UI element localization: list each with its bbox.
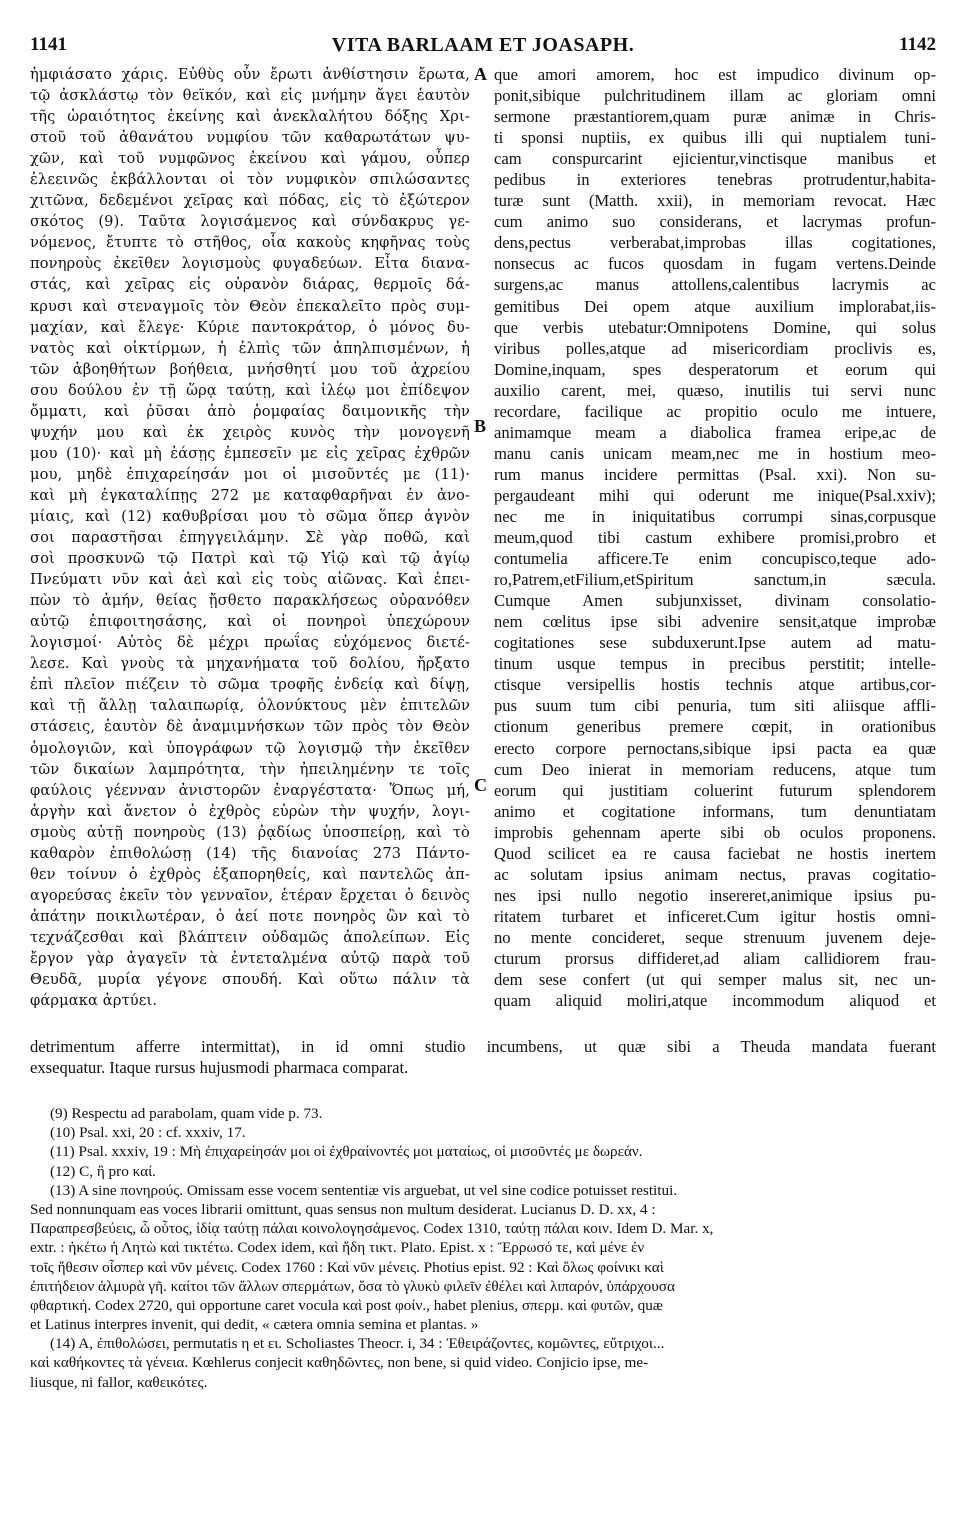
greek-text-column bbox=[30, 64, 470, 1011]
greek-text-line: θεν τοίνυν ὁ ἐχθρὸς ἐξαπορηθείς, καὶ παντελῶς ἀπ- bbox=[30, 865, 470, 883]
greek-text-line: μίαις, καὶ (12) καθυβρίσαι μου τὸ σῶμα ὅπερ ἁγνὸν bbox=[30, 507, 470, 525]
latin-text-line: surgens,ac manus attollens,calentibus lacrymis ac bbox=[494, 275, 936, 295]
latin-text-line: Domine,inquam, spes desperatorum et eorum qui bbox=[494, 359, 936, 379]
footnote-line: (13) A sine πονηρούς. Omissam esse vocem sententiæ vis arguebat, ut vel sine codice potuisset restitui. bbox=[50, 1181, 678, 1199]
latin-text-line: recordare, facilique ac propitio oculo me intuere, bbox=[494, 401, 936, 421]
latin-text-line: ti sponsi nuptiis, ex quibus illi qui nuptialem tuni- bbox=[494, 128, 936, 148]
latin-text-line: nonsecus ac fucos quosdam in fugam vertens.Deinde bbox=[494, 254, 936, 274]
latin-text-line: cum animo suo considerans, et lacrymas profun- bbox=[494, 212, 936, 232]
running-title: VITA BARLAAM ET JOASAPH. bbox=[331, 34, 635, 56]
greek-text-line: κρυσι καὶ στεναγμοῖς τὸν Θεὸν ἐπεκαλεῖτο πρὸς συμ- bbox=[30, 297, 470, 315]
greek-text-line: ἐλεεινῶς ἐκβάλλονται οἱ τὸν νυμφικὸν σπιλώσαντες bbox=[30, 171, 470, 189]
latin-text-line: animo et cogitatione informans, tum denuntiatam bbox=[494, 801, 936, 821]
latin-text-line: pus suum tum cibi penuria, tum siti aliisque affli- bbox=[494, 696, 936, 716]
latin-text-line: erecto corpore pernoctans,sibique ipsi pacta ea quæ bbox=[494, 738, 936, 758]
latin-text-line: no mente concideret, seque strenuum juvenem deje- bbox=[494, 927, 936, 947]
margin-marker-c: C bbox=[474, 775, 487, 795]
greek-text-line: αὐτῷ ἐπιφοιτησάσης, καὶ οἱ πονηροὶ ὑπεχώρουν bbox=[30, 613, 470, 631]
footnote-line: ἐπιτήδειον ἁλμυρὰ γῆ. καίτοι τῶν ἄλλων σπερμάτων, ὅσα τὸ γλυκὺ φιλεῖν ἐθέλει καὶ λιπαρόν, ὑπάρχουσα bbox=[30, 1277, 675, 1295]
latin-continuation bbox=[30, 1036, 936, 1078]
latin-text-line: pedibus in exteriores tenebras protrudentur,habita- bbox=[494, 170, 936, 190]
greek-text-line: λογισμοί· Αὐτὸς δὲ μέχρι πρωΐας εὐχόμενος διετέ- bbox=[30, 634, 470, 652]
greek-text-line: καὶ μὴ ἐγκαταλίπῃς 272 με καταφθαρῆναι ἐν ἀνο- bbox=[30, 486, 470, 504]
latin-text-line: auxilio carent, mei, quæso, inutilis tui servi nunc bbox=[494, 380, 936, 400]
footnote-line: extr. : ἡκέτω ἡ Λητὼ καὶ τικτέτω. Codex idem, καὶ ἤδη τικτ. Plato. Epist. x : Ἔρρωσό τε, καὶ μένε ἐν bbox=[30, 1239, 645, 1257]
footnote-line: (9) Respectu ad parabolam, quam vide p. 73. bbox=[50, 1105, 323, 1122]
latin-continuation-line: detrimentum afferre intermittat), in id omni studio incumbens, ut quæ sibi a Theuda mandata fuerant bbox=[30, 1037, 936, 1056]
margin-marker-b: B bbox=[474, 416, 487, 436]
page-number-left: 1141 bbox=[30, 34, 67, 55]
latin-text-line: cum Deo inierat in memoriam reducens, atque tum bbox=[494, 759, 936, 779]
latin-text-line: eorum qui justitiam coluerint futurum splendorem bbox=[494, 780, 936, 800]
greek-text-line: μαχίαν, καὶ ἔλεγε· Κύριε παντοκράτορ, ὁ μόνος δυ- bbox=[30, 318, 470, 336]
greek-text-line: Πνεύματι νῦν καὶ ἀεὶ καὶ εἰς τοὺς αἰῶνας. Καὶ ἐπει- bbox=[30, 571, 470, 589]
latin-text-line: cturum prorsus diffideret,ad aliam callidiorem frau- bbox=[494, 948, 936, 968]
greek-text-line: στάς, καὶ χεῖρας εἰς οὐρανὸν διάρας, θερμοῖς δά- bbox=[30, 276, 470, 294]
running-header bbox=[30, 34, 936, 58]
greek-text-line: σκότος (9). Ταῦτα λογισάμενος καὶ σύνδακρυς γε- bbox=[30, 213, 470, 231]
greek-text-line: ὁμολογιῶν, καὶ ὑπογράφων τῷ λογισμῷ τὴν ἐκεῖθεν bbox=[30, 739, 470, 757]
greek-text-line: τῷ ἀσκλάστῳ τὸν θεϊκόν, καὶ εἰς μνήμην ἄγει ἑαυτὸν bbox=[30, 87, 470, 105]
latin-continuation-line: exsequatur. Itaque rursus hujusmodi pharmaca comparat. bbox=[30, 1058, 409, 1078]
latin-text-line: ctionum generibus premere cœpit, in orationibus bbox=[494, 717, 936, 737]
footnotes bbox=[30, 1104, 936, 1392]
latin-text-line: ponit,sibique pulchritudinem illam ac gloriam omni bbox=[494, 86, 936, 106]
latin-text-line: gemitibus Dei opem atque auxilium implorabat,iis- bbox=[494, 296, 936, 316]
latin-text-line: cam conspurcarint ejicientur,vinctisque manibus et bbox=[494, 149, 936, 169]
greek-text-line: ἐπὶ πλεῖον πιέζειν τὸ σῶμα τροφῆς ἐνδείᾳ καὶ δίψῃ, bbox=[30, 676, 470, 694]
greek-text-line: νατὸς καὶ οἰκτίρμων, ἡ ἐλπὶς τῶν ἀπηλπισμένων, ἡ bbox=[30, 339, 470, 357]
greek-text-line: Θευδᾶ, μυρία γέγονε σπουδή. Καὶ οὕτω πάλιν τὰ bbox=[30, 971, 470, 989]
footnote-line: τοῖς ἤθεσιν οἷσπερ καὶ νῦν μένεις. Codex 1760 : Καὶ νῦν μένεις. Photius epist. 92 : Καὶ ὅλως φοίνικι καὶ bbox=[30, 1258, 664, 1276]
latin-text-line: sermone præstantiorem,quam puræ animæ in Chris- bbox=[494, 107, 936, 127]
greek-text-line: μου, μηδὲ ἐπιχαρείησάν μοι οἱ μισοῦντές με (11)· bbox=[30, 465, 470, 483]
greek-text-line: τῶν δικαίων λαμπρότητα, τὴν ἠπειλημένην τε τοῖς bbox=[30, 760, 470, 778]
margin-marker-a: A bbox=[474, 64, 487, 84]
footnote-line: Παραπρεσβεύεις, ὦ οὗτος, ἰδίᾳ ταύτῃ πάλαι κοινολογησάμενος. Codex 1310, ταύτῃ πάλαι κοιν. Idem D. Mar. x, bbox=[30, 1220, 714, 1238]
greek-text-line: ἔργον γὰρ ἀγαγεῖν τὰ ἐντεταλμένα αὐτῷ παρὰ τοῦ bbox=[30, 949, 470, 967]
latin-text-line: nec me in iniquitatibus corrumpi sinas,corpusque bbox=[494, 506, 936, 526]
greek-text-line: ἀπάτην ποικιλωτέραν, ὁ ἀεί ποτε πονηρὸς ὢν καὶ τὸ bbox=[30, 907, 470, 925]
greek-text-line: καὶ τῇ ἄλλῃ ταλαιπωρίᾳ, ὁλονύκτους μὲν ἐπιτελῶν bbox=[30, 697, 470, 715]
latin-text-line: improbis gehennam aperte sibi ob oculos proponens. bbox=[494, 822, 936, 842]
latin-text-line: rum manus incidere permittas (Psal. xxi). Non su- bbox=[494, 464, 936, 484]
greek-text-line: τῆς ὡραιότητος ἐκείνης καὶ ἀνεκλαλήτου δόξης Χρι- bbox=[30, 108, 470, 126]
greek-text-line: πονηροὺς ἐκεῖθεν λογισμοὺς φυγαδεύων. Εἶτα διανα- bbox=[30, 255, 470, 273]
latin-text-line: cogitationes sese subduxerunt.Ipse autem ad matu- bbox=[494, 633, 936, 653]
greek-text-line: σμοὺς αὐτῇ πονηροὺς (13) ῥᾳδίως ὑποσπείρῃ, καὶ τὸ bbox=[30, 823, 470, 841]
greek-text-line: χῶν, καὶ τοῦ νυμφῶνος ἐκείνου καὶ γάμου, οὗπερ bbox=[30, 150, 470, 168]
greek-text-line: φάρμακα ἀρτύει. bbox=[30, 992, 158, 1010]
latin-text-line: Cumque Amen subjunxisset, divinam consolatio- bbox=[494, 591, 936, 611]
latin-text-line: tinum usque tempus in precibus perstitit; intelle- bbox=[494, 654, 936, 674]
latin-text-line: contumelia afficere.Te enim concupisco,teque ado- bbox=[494, 549, 936, 569]
latin-text-line: manu canis unicam meam,nec me in hostium meo- bbox=[494, 443, 936, 463]
latin-text-line: ctisque versipellis hostis technis atque artibus,cor- bbox=[494, 675, 936, 695]
greek-text-line: λεσε. Καὶ γνοὺς τὰ μηχανήματα τοῦ δολίου, ἤρξατο bbox=[30, 655, 470, 673]
greek-text-line: ψυχήν μου καὶ ἐκ χειρὸς κυνὸς τὴν μονογενῆ bbox=[30, 423, 470, 441]
latin-text-line: nes ipsi nullo negotio insereret,animique ipsius pu- bbox=[494, 885, 936, 905]
footnote-line: et Latinus interpres invenit, qui dedit, « cætera omnia semina et plantas. » bbox=[30, 1316, 479, 1334]
latin-text-line: turæ sunt (Matth. xxii), in memoriam revocat. Hæc bbox=[494, 191, 936, 211]
greek-text-line: σοι παραστῆσαι ἐπηγγειλάμην. Σὲ γὰρ ποθῶ, καὶ bbox=[30, 529, 470, 547]
latin-text-column bbox=[494, 64, 936, 1011]
footnote-line: φθαρτική. Codex 2720, qui opportune caret vocula καὶ post φοίν., habet plenius, σπερμ. καὶ φυτῶν, quæ bbox=[30, 1296, 663, 1314]
latin-text-line: animamque meam a diabolica framea eripe,ac de bbox=[494, 422, 936, 442]
greek-text-line: καθαρὸν ἐπιθολώσῃ (14) τῆς διανοίας 273 Πάντο- bbox=[30, 844, 470, 862]
latin-text-line: viribus polles,atque ad misericordiam proclivis es, bbox=[494, 338, 936, 358]
greek-text-line: φαύλοις γέενναν ἀνιστορῶν ἐναργέστατα· Ὅπως μή, bbox=[30, 781, 470, 799]
greek-text-line: μου (10)· καὶ μὴ ἐάσῃς ἐμπεσεῖν με εἰς χεῖρας ἐχθρῶν bbox=[30, 444, 470, 462]
latin-text-line: que verbis utebatur:Omnipotens Domine, qui solus bbox=[494, 317, 936, 337]
greek-text-line: αγορεύσας ἐκεῖν τὸν γενναῖον, ἑτέραν ἔρχεται ὁ δεινὸς bbox=[30, 886, 470, 904]
latin-text-line: dem sese confert (ut qui semper malus sit, nec un- bbox=[494, 970, 936, 990]
greek-text-line: τῶν ἀβοηθήτων βοήθεια, μνήσθητί μου τοῦ ἀχρείου bbox=[30, 360, 470, 378]
greek-text-line: σου δούλου ἐν τῇ ὥρᾳ ταύτῃ, καὶ ἱλέῳ μοι ἐπίδεψον bbox=[30, 381, 470, 399]
footnote-line: (12) C, ἢ pro καί. bbox=[50, 1162, 156, 1180]
greek-text-line: πὼν τὸ ἀμήν, θείας ᾔσθετο παρακλήσεως οὐρανόθεν bbox=[30, 592, 470, 610]
greek-text-line: τεχνάζεσθαι καὶ βλάπτειν οὐδαμῶς ἀπολείπων. Εἰς bbox=[30, 928, 470, 946]
greek-text-line: στάσεις, ἑαυτὸν δὲ ἀναμιμνήσκων τῶν πρὸς τὸν Θεὸν bbox=[30, 718, 470, 736]
footnote-line: (11) Psal. xxxiv, 19 : Μὴ ἐπιχαρείησάν μοι οἱ ἐχθραίνοντές μοι ματαίως, οἱ μισοῦντές με δωρεάν. bbox=[50, 1143, 643, 1161]
page-number-right: 1142 bbox=[899, 34, 936, 55]
greek-text-line: ἀργὴν καὶ ἄνετον ὁ ἐχθρὸς εὑρὼν τὴν ψυχήν, λογι- bbox=[30, 802, 470, 820]
footnote-line: καὶ καθήκοντες τὰ γένεια. Kœhlerus conjecit καθηδῶντες, non bene, si quid video. Conjicio ipse, me- bbox=[30, 1354, 649, 1372]
greek-text-line: ἠμφιάσατο χάρις. Εὐθὺς οὖν ἔρωτι ἀνθίστησιν ἔρωτα, bbox=[30, 66, 470, 83]
footnote-line: (10) Psal. xxi, 20 : cf. xxxiv, 17. bbox=[50, 1124, 246, 1142]
footnote-line: Sed nonnunquam eas voces librarii omittunt, quas sensus non multum desiderat. Lucianus D. D. xx, 4 : bbox=[30, 1200, 656, 1218]
latin-text-line: nem cœlitus ipse sibi advenire sensit,atque improbæ bbox=[494, 612, 936, 632]
greek-text-line: ὄμματι, καὶ ῥῦσαι ἀπὸ ῥομφαίας δαιμονικῆς τὴν bbox=[30, 402, 470, 420]
latin-text-line: pergaudeant mihi qui oderunt me inique(Psal.xxiv); bbox=[494, 485, 936, 505]
latin-text-line: ritatem turbaret et inficeret.Cum igitur hostis omni- bbox=[494, 906, 936, 926]
greek-text-line: στοῦ τοῦ ἀθανάτου νυμφίου τῶν καθαρωτάτων ψυ- bbox=[30, 129, 470, 147]
greek-text-line: χιτῶνα, δεδεμένοι χεῖρας καὶ πόδας, εἰς τὸ ἐξώτερον bbox=[30, 192, 470, 210]
greek-text-line: σοὶ προσκυνῶ τῷ Πατρὶ καὶ τῷ Υἱῷ καὶ τῷ ἁγίῳ bbox=[30, 550, 470, 568]
footnote-line: (14) A, ἐπιθολώσει, permutatis η et ει. Scholiastes Theocr. i, 34 : Ἐθειράζοντες, κομῶντες, εὔτριχοι... bbox=[50, 1335, 665, 1353]
latin-text-line: ro,Patrem,etFilium,etSpiritum sanctum,in sæcula. bbox=[494, 570, 936, 590]
latin-text-line: quam aliquid moliri,atque incommodum aliquod et bbox=[494, 991, 936, 1011]
latin-text-line: meum,quod tibi castum exhibere promisi,probro et bbox=[494, 528, 936, 548]
latin-text-line: dens,pectus verberabat,improbas illas cogitationes, bbox=[494, 233, 936, 253]
latin-text-line: ac solutam ipsius animam nectus, pravas cogitatio- bbox=[494, 864, 936, 884]
greek-text-line: νόμενος, ἔτυπτε τὸ στῆθος, οἷα κακοὺς κηφῆνας τοὺς bbox=[30, 234, 470, 252]
footnote-line: liusque, ni fallor, καθεικότες. bbox=[30, 1373, 208, 1391]
latin-text-line: que amori amorem, hoc est impudico divinum op- bbox=[494, 65, 936, 84]
latin-text-line: Quod scilicet ea re causa faciebat ne hostis inertem bbox=[494, 843, 936, 863]
